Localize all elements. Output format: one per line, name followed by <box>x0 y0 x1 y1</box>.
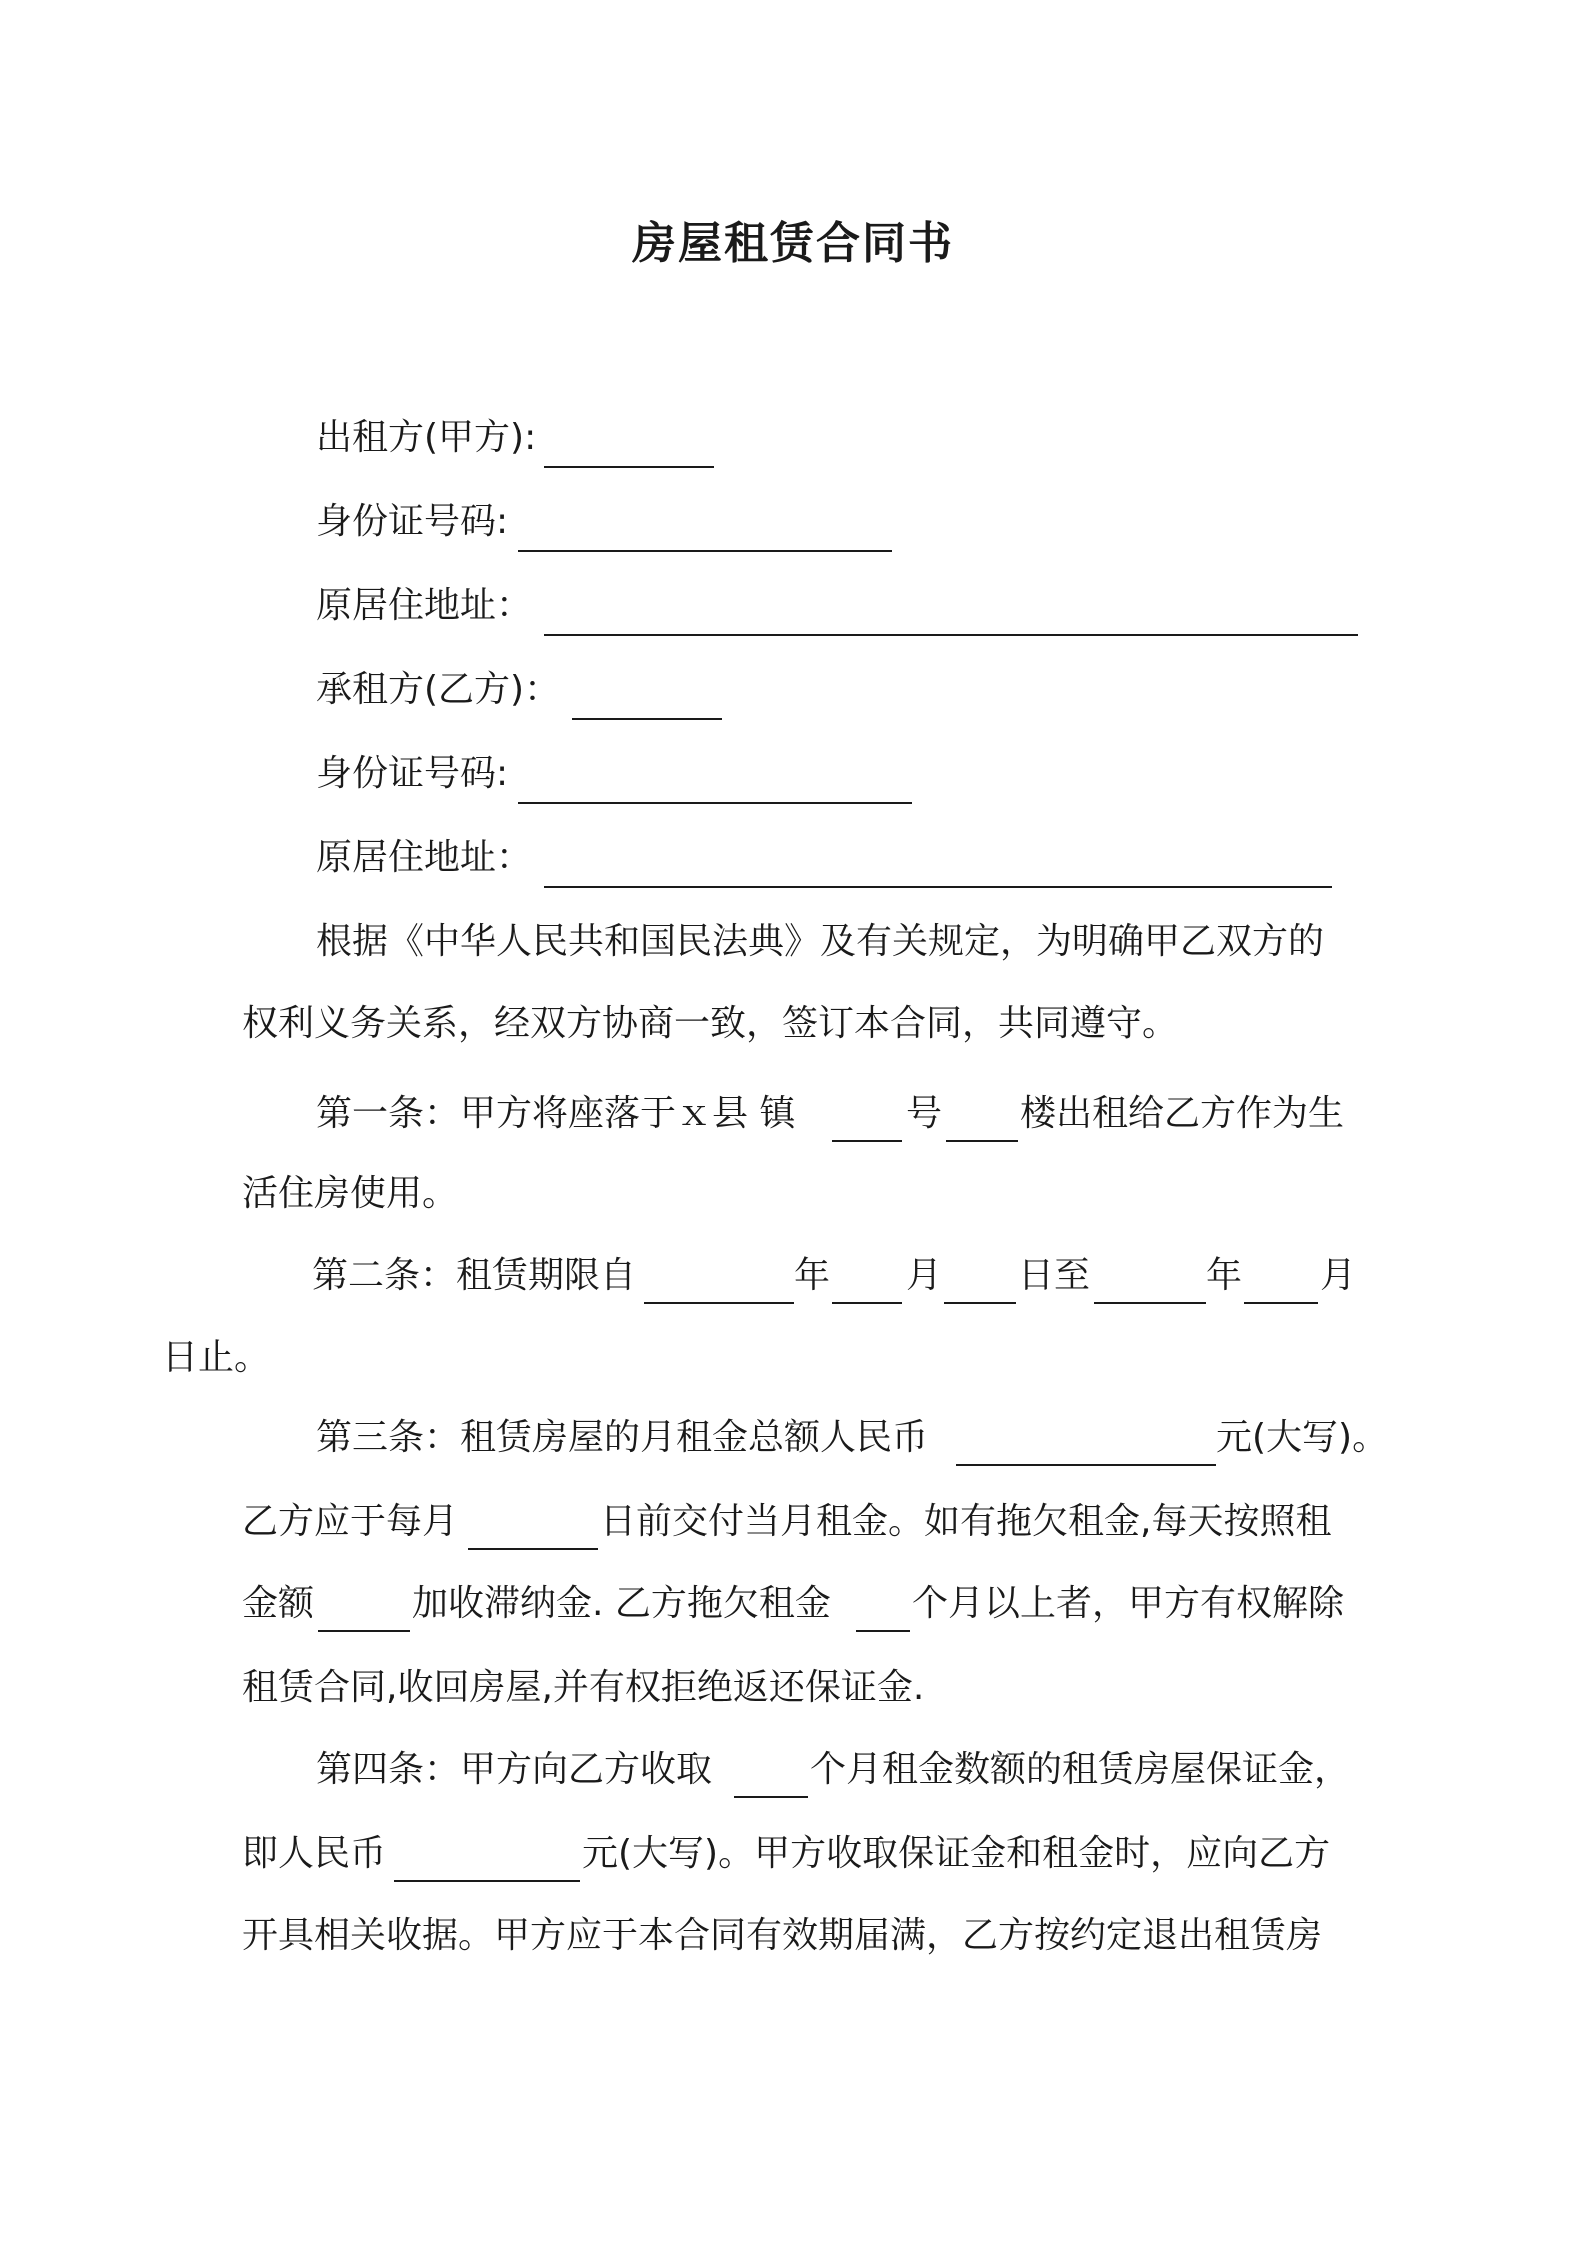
intro-line-2: 权利义务关系，经双方协商一致，签订本合同，共同遵守。 <box>242 1003 1179 1044</box>
article3-line-4: 租赁合同,收回房屋,并有权拒绝返还保证金. <box>242 1667 925 1708</box>
article3-blank-rent[interactable] <box>956 1464 1216 1466</box>
article1-blank-1[interactable] <box>832 1140 902 1142</box>
lessor-field <box>316 414 536 462</box>
article1-part1: 第一条：甲方将座落于ｘ县 镇 <box>316 1093 796 1134</box>
article2-year2: 年 <box>1206 1255 1243 1296</box>
lessee-blank[interactable] <box>572 718 722 720</box>
article2-part1: 第二条：租赁期限自 <box>312 1255 637 1296</box>
article1-part2: 号 <box>906 1093 943 1134</box>
article4-part1: 第四条：甲方向乙方收取 <box>316 1749 713 1790</box>
article1-line-2: 活住房使用。 <box>242 1173 459 1214</box>
lessee-field <box>316 666 560 714</box>
article4-part2: 个月租金数额的租赁房屋保证金， <box>810 1749 1351 1790</box>
lessee-address-label: 原居住地址： <box>316 837 533 878</box>
article2-month2: 月 <box>1320 1255 1357 1296</box>
lessor-id-field <box>316 498 508 546</box>
lessor-address-blank[interactable] <box>544 634 1358 636</box>
article4-line2a: 即人民币 <box>242 1833 387 1874</box>
lessor-label: 出租方(甲方): <box>316 417 537 458</box>
article3-part2: 元(大写)。 <box>1216 1417 1389 1458</box>
article4-blank-amount[interactable] <box>394 1880 580 1882</box>
article2-blank-year1[interactable] <box>644 1302 794 1304</box>
article3-blank-payday[interactable] <box>468 1548 598 1550</box>
lessee-id-blank[interactable] <box>518 802 912 804</box>
article1-blank-2[interactable] <box>946 1140 1018 1142</box>
article2-year1: 年 <box>794 1255 831 1296</box>
document-title: 房屋租赁合同书 <box>632 218 954 269</box>
lessee-address-field <box>316 834 532 882</box>
lessee-label: 承租方(乙方)： <box>316 669 561 710</box>
article2-blank-day1[interactable] <box>944 1302 1016 1304</box>
article3-blank-latefee[interactable] <box>318 1630 410 1632</box>
article2-month1: 月 <box>906 1255 943 1296</box>
article1-part3: 楼出租给乙方作为生 <box>1020 1093 1345 1134</box>
lessor-id-blank[interactable] <box>518 550 892 552</box>
article4-blank-months[interactable] <box>734 1796 808 1798</box>
lessor-id-label: 身份证号码: <box>316 501 509 542</box>
lessee-id-label: 身份证号码: <box>316 753 509 794</box>
article4-line2b: 元(大写)。甲方收取保证金和租金时，应向乙方 <box>582 1833 1331 1874</box>
article3-blank-months[interactable] <box>856 1630 910 1632</box>
lessor-address-field <box>316 582 532 630</box>
article3-part1: 第三条：租赁房屋的月租金总额人民币 <box>316 1417 929 1458</box>
article3-line2b: 日前交付当月租金。如有拖欠租金,每天按照租 <box>600 1501 1332 1542</box>
intro-line-1: 根据《中华人民共和国民法典》及有关规定，为明确甲乙双方的 <box>316 921 1325 962</box>
article2-blank-month1[interactable] <box>832 1302 902 1304</box>
article3-line3b: 加收滞纳金. 乙方拖欠租金 <box>412 1583 831 1624</box>
article2-line-2: 日止。 <box>162 1337 271 1378</box>
article3-line3c: 个月以上者，甲方有权解除 <box>912 1583 1345 1624</box>
lessor-address-label: 原居住地址： <box>316 585 533 626</box>
lessor-blank[interactable] <box>544 466 714 468</box>
article2-day1: 日至 <box>1018 1255 1091 1296</box>
article3-line2a: 乙方应于每月 <box>242 1501 459 1542</box>
article2-blank-month2[interactable] <box>1244 1302 1318 1304</box>
article3-line3a: 金额 <box>242 1583 315 1624</box>
lessee-id-field <box>316 750 508 798</box>
article4-line-3: 开具相关收据。甲方应于本合同有效期届满，乙方按约定退出租赁房 <box>242 1915 1323 1956</box>
lessee-address-blank[interactable] <box>544 886 1332 888</box>
article2-blank-year2[interactable] <box>1094 1302 1206 1304</box>
